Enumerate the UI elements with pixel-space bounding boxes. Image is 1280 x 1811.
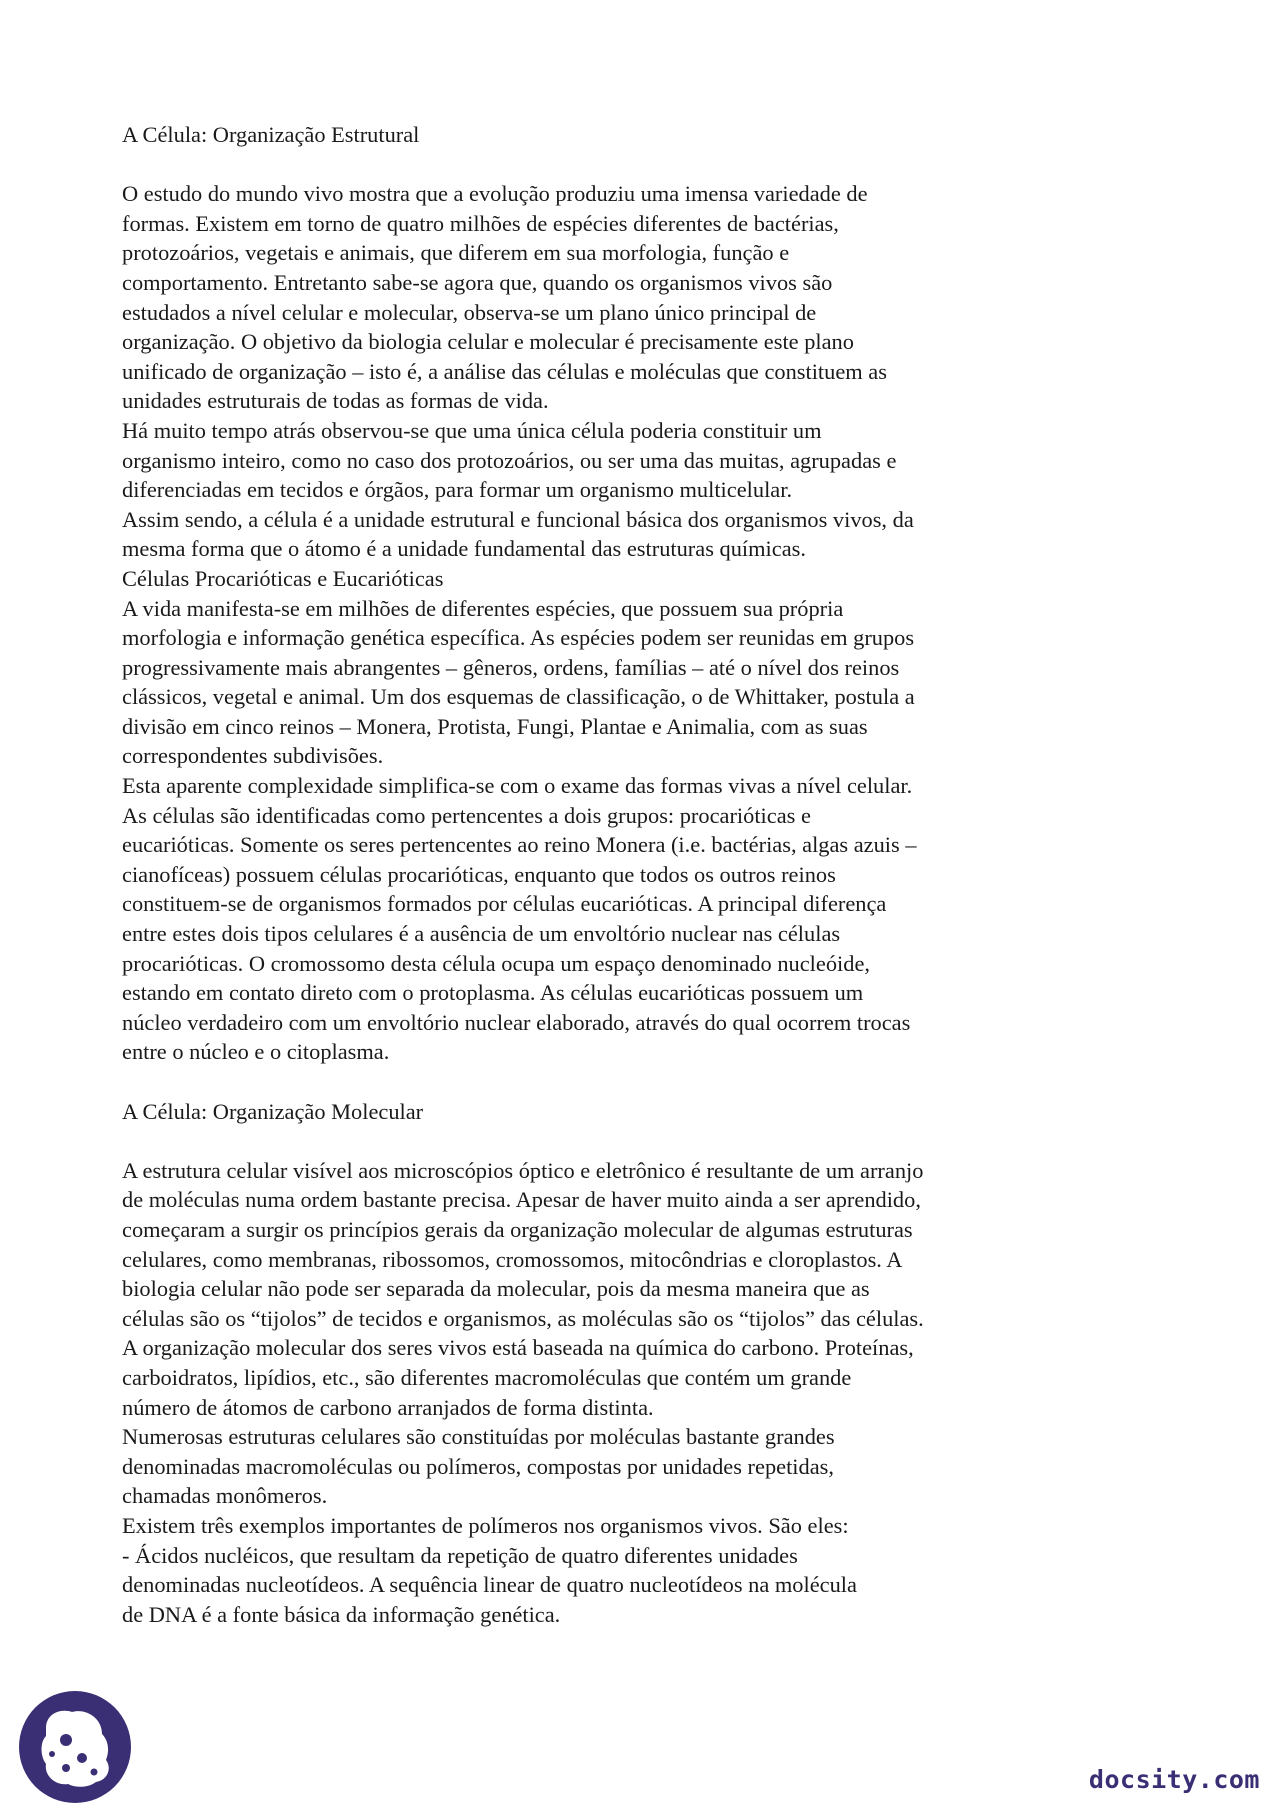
paragraph-nucleic-acids: - Ácidos nucléicos, que resultam da repetição de quatro diferentes unidades denominadas nucleotídeos. A sequência linear de quatro nucleotídeos na molécula de DNA é a fonte básica da informação genética.: [122, 1542, 857, 1627]
docsity-watermark-text[interactable]: docsity.com: [1088, 1765, 1260, 1794]
paragraph-macromolecules: Numerosas estruturas celulares são constituídas por moléculas bastante grandes denominadas macromoléculas ou polímeros, compostas por unidades repetidas, chamadas monômeros.: [122, 1424, 835, 1509]
paragraph-intro: O estudo do mundo vivo mostra que a evolução produziu uma imensa variedade de formas. Existem em torno de quatro milhões de espécies diferentes de bactérias, protozoários, vegetais e animais, que diferem em sua morfologia, função e comportamento. Entretanto sabe-se agora que, quando os organismos vivos são estudados a nível celular e molecular, observa-se um plano único principal de organização. O objetivo da biologia celular e molecular é precisamente este plano unificado de organização – isto é, a análise das células e moléculas que constituem as unidades estruturais de todas as formas de vida.: [122, 181, 887, 414]
paragraph-spacer: [122, 1126, 1062, 1156]
paragraph-carbon-chemistry: A organização molecular dos seres vivos está baseada na química do carbono. Proteínas, carboidratos, lipídios, etc., são diferentes macromoléculas que contém um grande número de átomos de carbono arranjados de forma distinta.: [122, 1335, 914, 1420]
paragraph-molecular-structure: A estrutura celular visível aos microscópios óptico e eletrônico é resultante de um arranjo de moléculas numa ordem bastante precisa. Apesar de haver muito ainda a ser aprendido, começaram a surgir os princípios gerais da organização molecular de algumas estruturas celulares, como membranas, ribossomos, cromossomos, mitocôndrias e cloroplastos. A biologia celular não pode ser separada da molecular, pois da mesma maneira que as células são os “tijolos” de tecidos e organismos, as moléculas são os “tijolos” das células.: [122, 1157, 924, 1331]
paragraph-polymer-examples: Existem três exemplos importantes de polímeros nos organismos vivos. São eles:: [122, 1512, 849, 1538]
docsity-logo-graphic: [16, 1688, 134, 1806]
paragraph-unicellular: Há muito tempo atrás observou-se que uma única célula poderia constituir um organismo inteiro, como no caso dos protozoários, ou ser uma das muitas, agrupadas e diferenciadas em tecidos e órgãos, para formar um organismo multicelular.: [122, 417, 897, 503]
paragraph-cell-unit: Assim sendo, a célula é a unidade estrutural e funcional básica dos organismos vivos, da mesma forma que o átomo é a unidade fundamental das estruturas químicas.: [122, 506, 914, 562]
section-title-structural: A Célula: Organização Estrutural: [122, 122, 420, 147]
paragraph-species: A vida manifesta-se em milhões de diferentes espécies, que possuem sua própria morfologia e informação genética específica. As espécies podem ser reunidas em grupos progressivamente mais abrangentes – gêneros, ordens, famílias – até o nível dos reinos clássicos, vegetal e animal. Um dos esquemas de classificação, o de Whittaker, postula a divisão em cinco reinos – Monera, Protista, Fungi, Plantae e Animalia, com as suas correspondentes subdivisões.: [122, 595, 915, 769]
document-body: [122, 120, 1062, 1629]
section-title-molecular: A Célula: Organização Molecular: [122, 1098, 424, 1124]
paragraph-cell-groups: Esta aparente complexidade simplifica-se com o exame das formas vivas a nível celular. As células são identificadas como pertencentes a dois grupos: procarióticas e eucarióticas. Somente os seres pertencentes ao reino Monera (i.e. bactérias, algas azuis – cianofíceas) possuem células procarióticas, enquanto que todos os outros reinos constituem-se de organismos formados por células eucarióticas. A principal diferença entre estes dois tipos celulares é a ausência de um envoltório nuclear nas células procarióticas. O cromossomo desta célula ocupa um espaço denominado nucleóide, estando em contato direto com o protoplasma. As células eucarióticas possuem um núcleo verdadeiro com um envoltório nuclear elaborado, através do qual ocorrem trocas entre o núcleo e o citoplasma.: [122, 773, 917, 1065]
subheading-prokaryotic-eukaryotic: Células Procarióticas e Eucarióticas: [122, 565, 444, 591]
paragraph-spacer: [122, 1067, 1062, 1097]
paragraph-spacer: [122, 150, 1062, 180]
docsity-logo-icon[interactable]: [16, 1688, 134, 1806]
